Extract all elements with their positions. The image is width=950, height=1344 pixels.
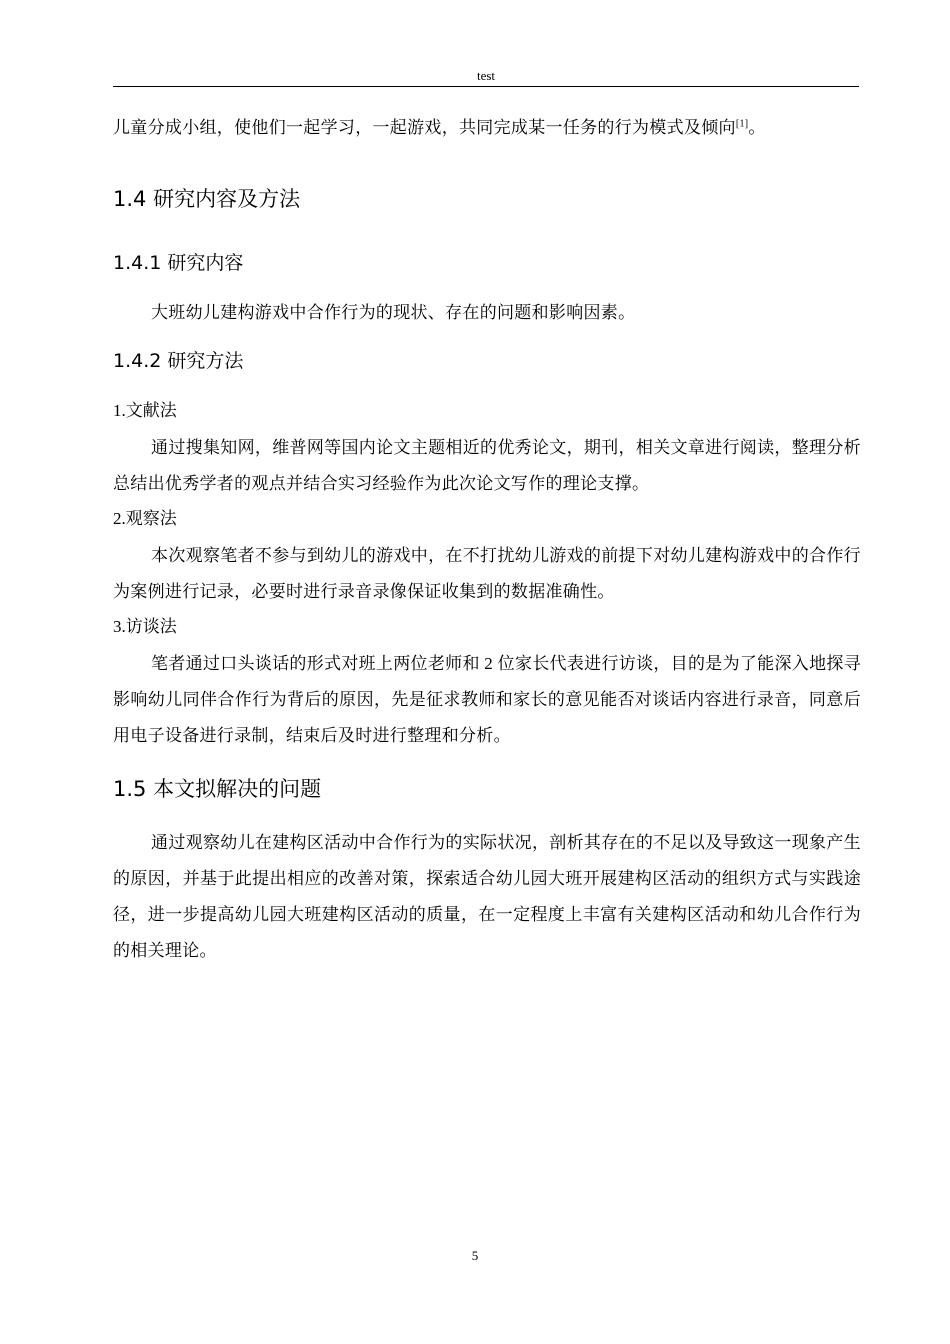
section-1-4-2-title: 1.4.2 研究方法 [113, 350, 244, 372]
intro-end: 。 [748, 118, 766, 137]
method-1-text: 通过搜集知网，维普网等国内论文主题相近的优秀论文，期刊，相关文章进行阅读，整理分析总结出优秀学者的观点并结合实习经验作为此次论文写作的理论支撑。 [113, 438, 861, 493]
method-1-title: 1.文献法 [113, 401, 177, 420]
section-1-4-1-text: 大班幼儿建构游戏中合作行为的现状、存在的问题和影响因素。 [151, 303, 636, 322]
section-1-4-1-title: 1.4.1 研究内容 [113, 252, 244, 274]
method-2-title: 2.观察法 [113, 509, 177, 528]
intro-paragraph [113, 110, 861, 146]
header-text: test [476, 68, 496, 83]
page-number: 5 [471, 1248, 479, 1263]
section-1-5-text: 通过观察幼儿在建构区活动中合作行为的实际状况，剖析其存在的不足以及导致这一现象产生的原因，并基于此提出相应的改善对策，探索适合幼儿园大班开展建构区活动的组织方式与实践途径，进一步提高幼儿园大班建构区活动的质量，在一定程度上丰富有关建构区活动和幼儿合作行为的相关理论。 [113, 833, 861, 960]
method-2-text: 本次观察笔者不参与到幼儿的游戏中，在不打扰幼儿游戏的前提下对幼儿建构游戏中的合作行为案例进行记录，必要时进行录音录像保证收集到的数据准确性。 [113, 546, 861, 601]
section-1-4-title: 1.4 研究内容及方法 [113, 187, 301, 211]
page-footer [0, 1246, 950, 1266]
citation-ref: [1] [735, 118, 749, 130]
page-header [113, 66, 859, 87]
page-content [113, 110, 861, 969]
intro-text: 儿童分成小组，使他们一起学习，一起游戏，共同完成某一任务的行为模式及倾向 [113, 118, 736, 137]
method-3-title: 3.访谈法 [113, 617, 177, 636]
method-3-text: 笔者通过口头谈话的形式对班上两位老师和 2 位家长代表进行访谈，目的是为了能深入地探寻影响幼儿同伴合作行为背后的原因，先是征求教师和家长的意见能否对谈话内容进行录音，同意后用电子设备进行录制，结束后及时进行整理和分析。 [113, 654, 861, 745]
section-1-5-title: 1.5 本文拟解决的问题 [113, 777, 322, 801]
